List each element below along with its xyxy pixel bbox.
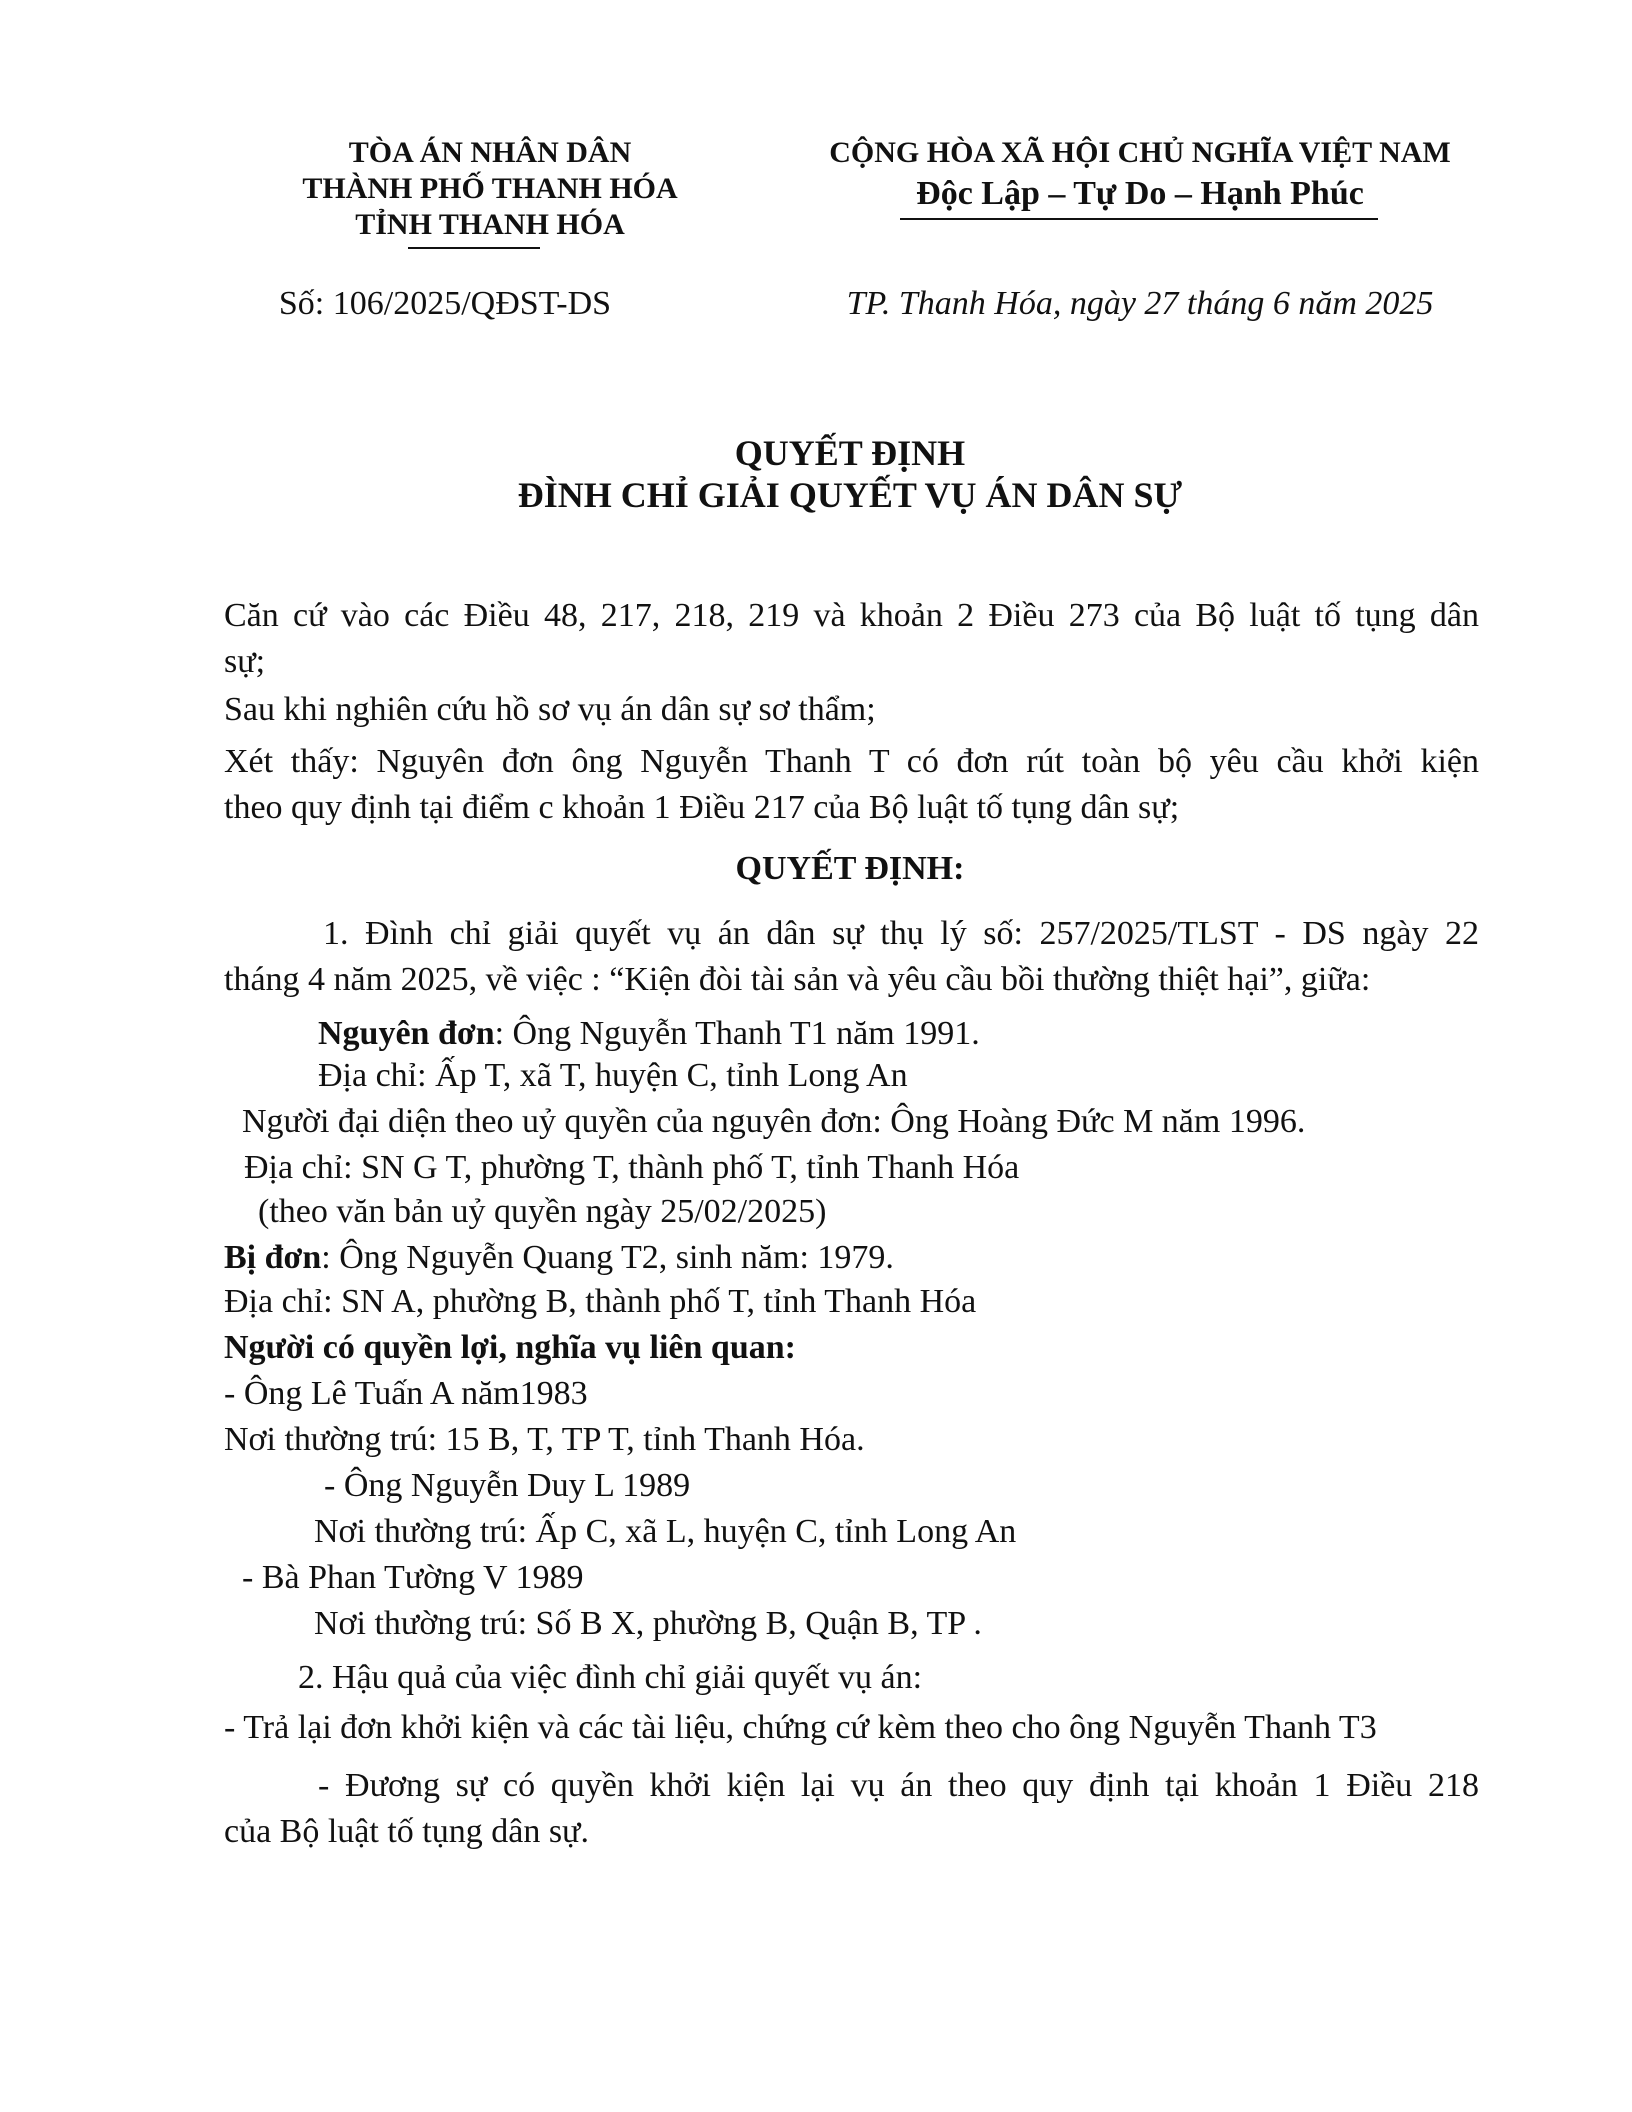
legal-basis-line2: sự; — [224, 643, 266, 680]
consequence-1: - Trả lại đơn khởi kiện và các tài liệu, chứng cứ kèm theo cho ông Nguyễn Thanh T3 — [224, 1709, 1377, 1746]
defendant-line — [224, 1236, 894, 1280]
consequence-2-line1: - Đương sự có quyền khởi kiện lại vụ án theo quy định tại khoản 1 Điều 218 — [318, 1767, 1479, 1804]
related-person-1-address: Nơi thường trú: 15 B, T, TP T, tỉnh Thanh Hóa. — [224, 1421, 865, 1458]
republic-name: CỘNG HÒA XÃ HỘI CHỦ NGHĨA VIỆT NAM — [829, 136, 1451, 169]
court-name-line2: THÀNH PHỐ THANH HÓA — [302, 172, 678, 205]
court-underline — [408, 247, 540, 249]
item1-line1: 1. Đình chỉ giải quyết vụ án dân sự thụ lý số: 257/2025/TLST - DS ngày 22 — [323, 915, 1479, 952]
plaintiff-representative: Người đại diện theo uỷ quyền của nguyên đơn: Ông Hoàng Đức M năm 1996. — [242, 1103, 1306, 1140]
representative-address: Địa chỉ: SN G T, phường T, thành phố T, tỉnh Thanh Hóa — [244, 1149, 1020, 1186]
consideration-line1: Xét thấy: Nguyên đơn ông Nguyễn Thanh T có đơn rút toàn bộ yêu cầu khởi kiện — [224, 743, 1479, 780]
place-and-date: TP. Thanh Hóa, ngày 27 tháng 6 năm 2025 — [846, 285, 1434, 322]
related-person-3-address: Nơi thường trú: Số B X, phường B, Quận B, TP . — [314, 1605, 982, 1642]
authorization-document: (theo văn bản uỷ quyền ngày 25/02/2025) — [258, 1193, 827, 1230]
study-statement: Sau khi nghiên cứu hồ sơ vụ án dân sự sơ thẩm; — [224, 691, 876, 728]
defendant-label: Bị đơn — [224, 1239, 322, 1276]
court-name-line3: TỈNH THANH HÓA — [355, 208, 625, 241]
plaintiff-line — [318, 1012, 980, 1056]
plaintiff-name: : Ông Nguyễn Thanh T1 năm 1991. — [494, 1015, 980, 1052]
decision-title: QUYẾT ĐỊNH — [734, 433, 966, 473]
related-person-3: - Bà Phan Tường V 1989 — [242, 1559, 584, 1596]
decision-subtitle: ĐÌNH CHỈ GIẢI QUYẾT VỤ ÁN DÂN SỰ — [517, 475, 1183, 515]
consequence-2-line2: của Bộ luật tố tụng dân sự. — [224, 1813, 589, 1850]
item1-line2: tháng 4 năm 2025, về việc : “Kiện đòi tài sản và yêu cầu bồi thường thiệt hại”, giữa: — [224, 961, 1371, 998]
defendant-address: Địa chỉ: SN A, phường B, thành phố T, tỉnh Thanh Hóa — [224, 1283, 977, 1320]
document-number: Số: 106/2025/QĐST-DS — [278, 285, 612, 322]
national-motto: Độc Lập – Tự Do – Hạnh Phúc — [916, 175, 1364, 212]
related-person-1: - Ông Lê Tuấn A năm1983 — [224, 1375, 588, 1412]
related-persons-heading: Người có quyền lợi, nghĩa vụ liên quan: — [224, 1329, 796, 1366]
related-person-2: - Ông Nguyễn Duy L 1989 — [324, 1467, 691, 1504]
decision-heading: QUYẾT ĐỊNH: — [735, 850, 965, 887]
consideration-line2: theo quy định tại điểm c khoản 1 Điều 217 của Bộ luật tố tụng dân sự; — [224, 789, 1180, 826]
related-person-2-address: Nơi thường trú: Ấp C, xã L, huyện C, tỉnh Long An — [314, 1513, 1017, 1550]
motto-underline — [900, 218, 1378, 220]
legal-basis-line1: Căn cứ vào các Điều 48, 217, 218, 219 và khoản 2 Điều 273 của Bộ luật tố tụng dân — [224, 597, 1479, 634]
item2-heading: 2. Hậu quả của việc đình chỉ giải quyết vụ án: — [298, 1659, 923, 1696]
plaintiff-label: Nguyên đơn — [318, 1015, 495, 1052]
defendant-name: : Ông Nguyễn Quang T2, sinh năm: 1979. — [321, 1239, 894, 1276]
court-name-line1: TÒA ÁN NHÂN DÂN — [348, 136, 632, 169]
plaintiff-address: Địa chỉ: Ấp T, xã T, huyện C, tỉnh Long An — [318, 1057, 908, 1094]
